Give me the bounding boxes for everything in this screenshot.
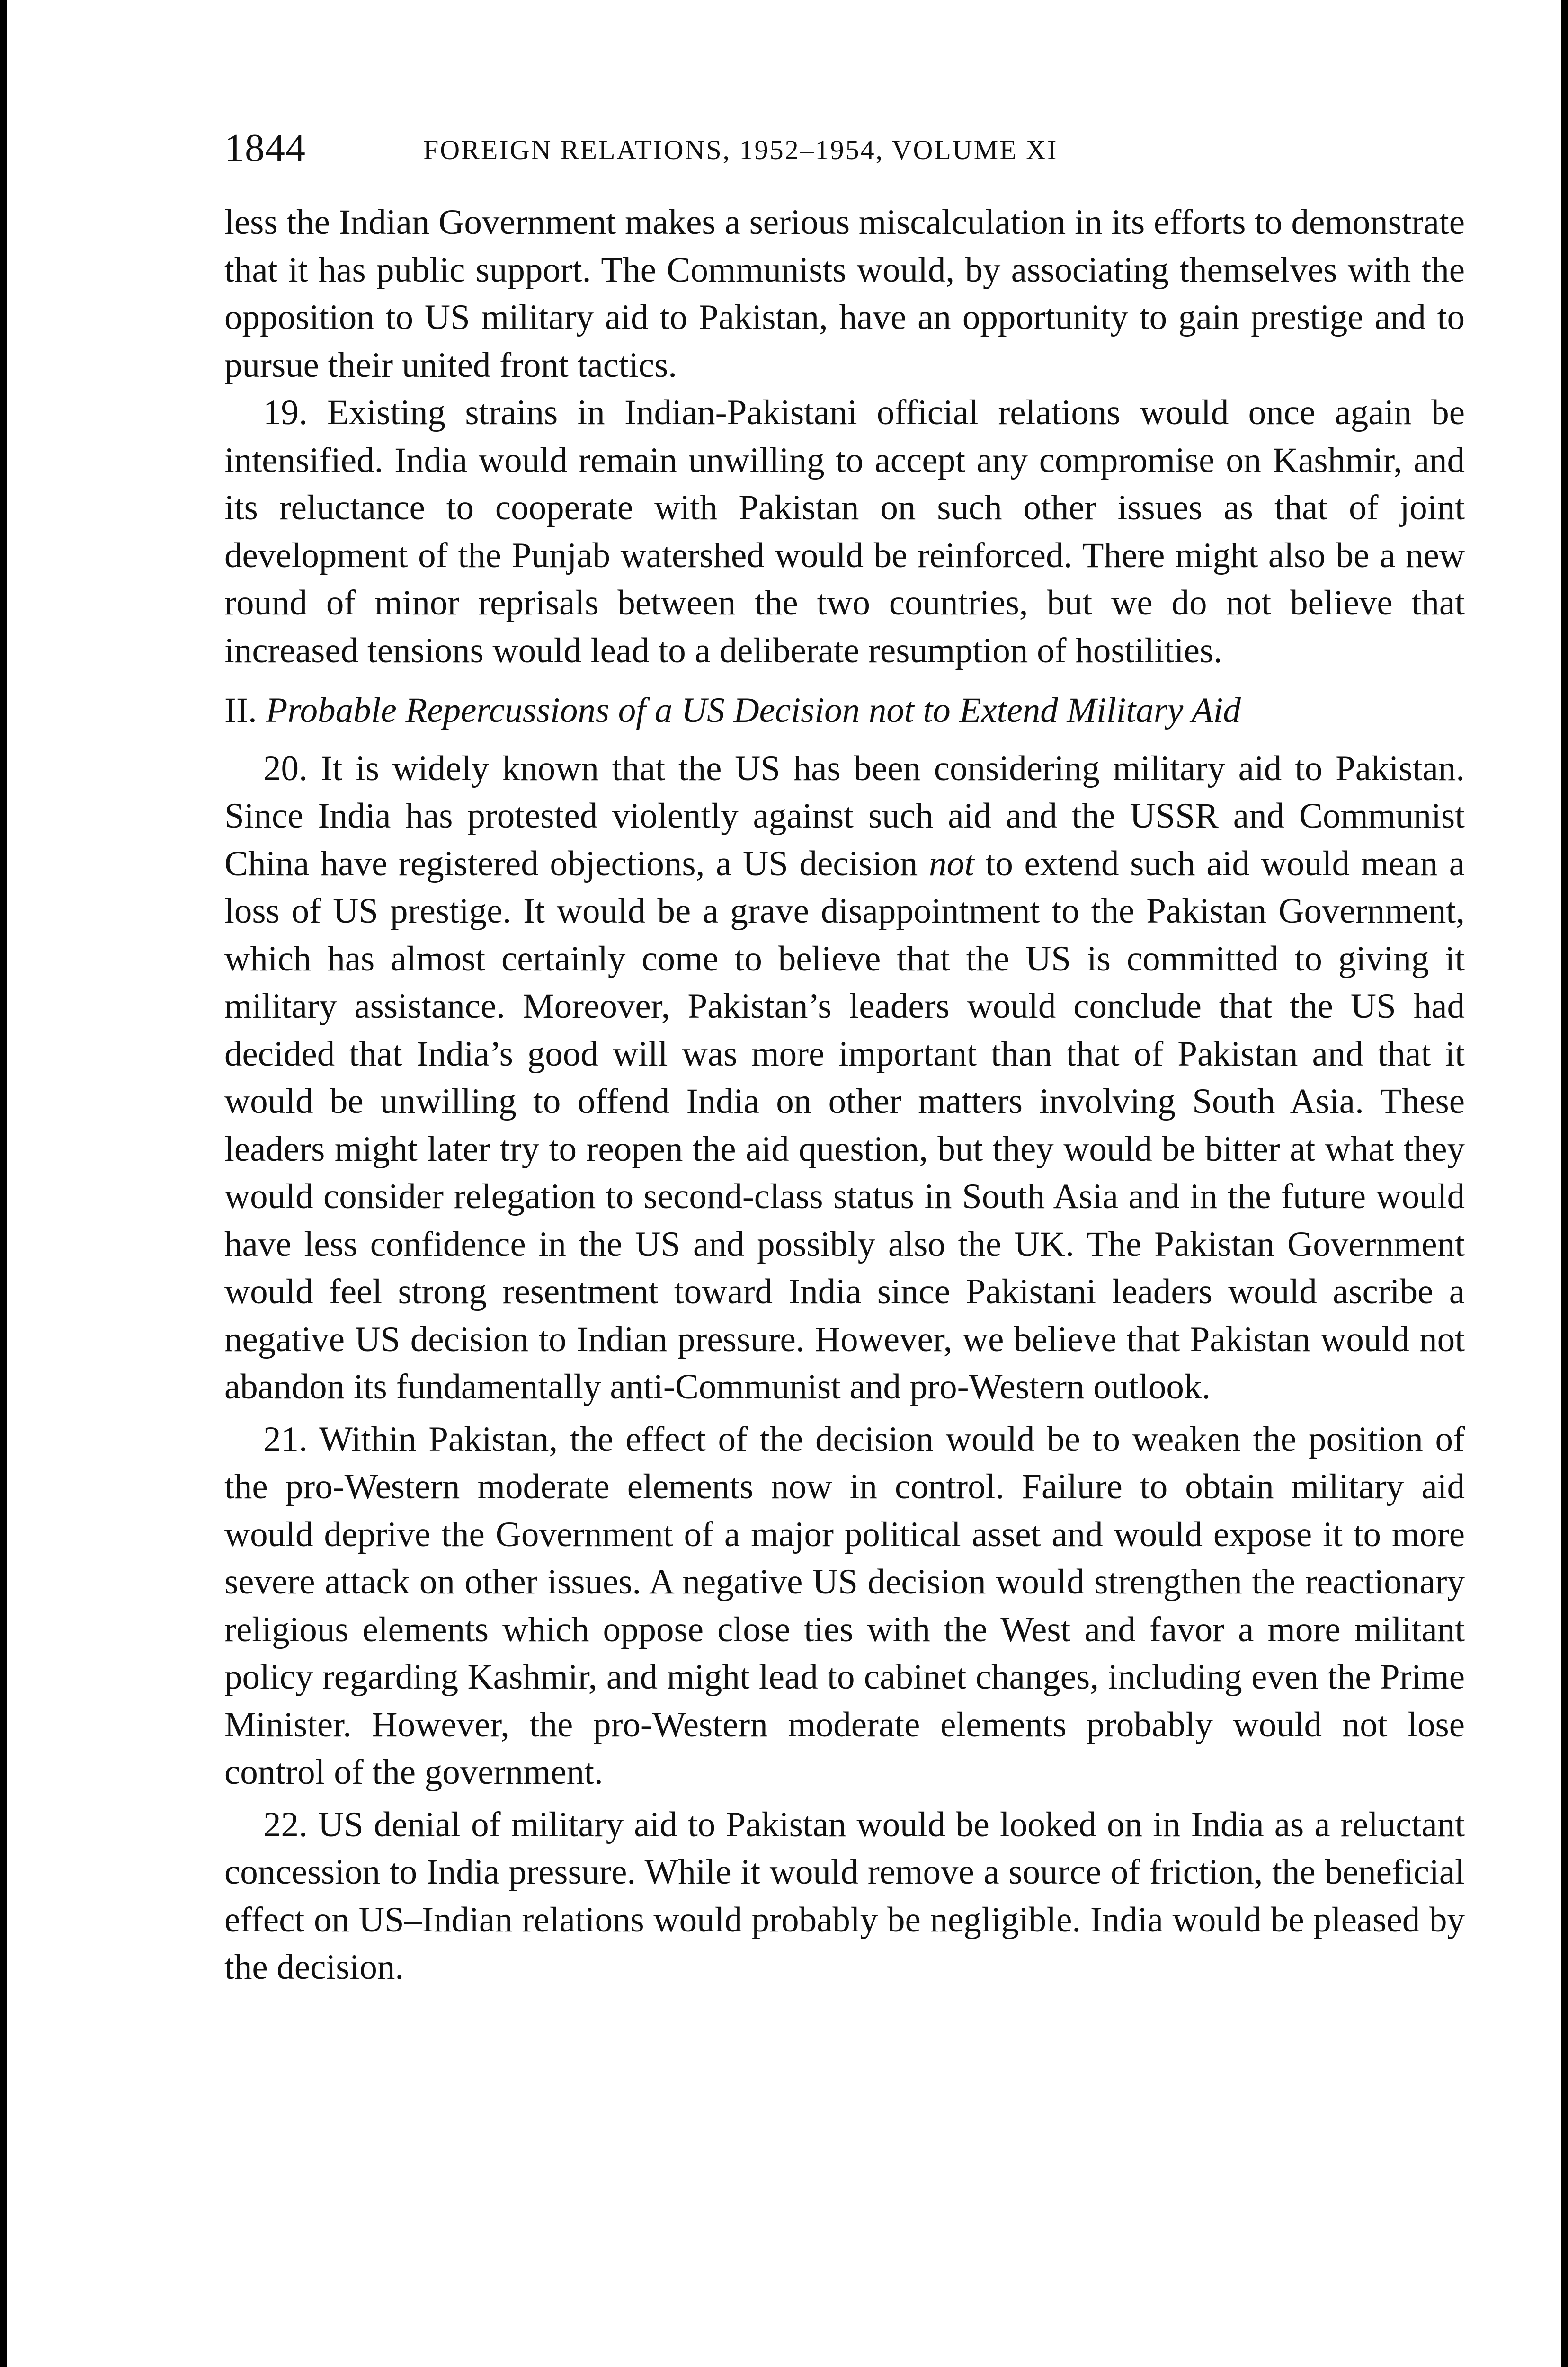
- paragraph-20: [224, 745, 1465, 1411]
- paragraph-20-emphasis: not: [929, 844, 974, 883]
- page-header: [224, 122, 1465, 179]
- section-numeral: II.: [224, 691, 257, 730]
- section-heading: [224, 687, 1465, 735]
- body-text: [224, 199, 1465, 1992]
- running-head: FOREIGN RELATIONS, 1952–1954, VOLUME XI: [423, 134, 1058, 165]
- paragraph-22: 22. US denial of military aid to Pakistan would be looked on in India as a reluctant concession to India pressure. While it would remove a source of friction, the beneficial effect on US–Indian relations would probably be negligible. India would be pleased by the decision.: [224, 1805, 1465, 1987]
- page-number: 1844: [224, 126, 306, 170]
- paragraph-21: 21. Within Pakistan, the effect of the decision would be to weaken the position of the pro-Western moderate elements now in control. Failure to obtain military aid would deprive the Government of a major political asset and would expose it to more severe attack on other issues. A negative US decision would strengthen the reactionary religious elements which oppose close ties with the West and favor a more militant policy regarding Kashmir, and might lead to cabinet changes, including even the Prime Minister. However, the pro-Western moderate elements probably would not lose control of the government.: [224, 1419, 1465, 1792]
- paragraph-continued: less the Indian Government makes a serious miscalculation in its efforts to demonstrate that it has public support. The Communists would, by associating themselves with the opposition to US military aid to Pakistan, have an opportunity to gain prestige and to pursue their united front tactics.: [224, 203, 1465, 385]
- paragraph-19: 19. Existing strains in Indian-Pakistani official relations would once again be intensified. India would remain unwilling to accept any compromise on Kashmir, and its reluctance to cooperate with Pakistan on such other issues as that of joint development of the Punjab watershed would be reinforced. There might also be a new round of minor reprisals between the two countries, but we do not believe that increased tensions would lead to a deliberate resumption of hostilities.: [224, 393, 1465, 670]
- section-title: Probable Repercussions of a US Decision not to Extend Military Aid: [266, 691, 1241, 730]
- paragraph-20-part-a: 20. It is widely known that the US has been considering military aid to Pakistan. Since India has protested violently against such aid and the USSR and Communist China have registered objections, a US decision: [224, 748, 1465, 883]
- paragraph-20-part-b: to extend such aid would mean a loss of US prestige. It would be a grave disappointment to the Pakistan Government, which has almost certainly come to believe that the US is committed to giving it military assistance. Moreover, Pakistan’s leaders would conclude that the US had decided that India’s good will was more important than that of Pakistan and that it would be unwilling to offend India on other matters involving South Asia. These leaders might later try to reopen the aid question, but they would be bitter at what they would consider relegation to second-class status in South Asia and in the future would have less confidence in the US and possibly also the UK. The Pakistan Government would feel strong resentment toward India since Pakistani leaders would ascribe a negative US decision to Indian pressure. However, we believe that Pakistan would not abandon its fundamentally anti-Communist and pro-Western outlook.: [224, 844, 1465, 1406]
